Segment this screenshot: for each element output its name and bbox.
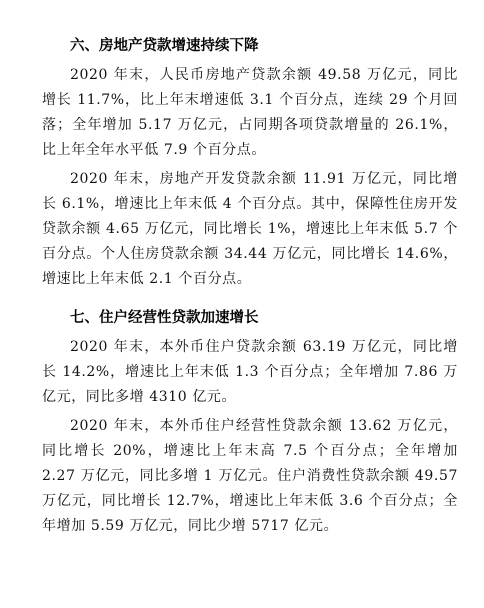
section-heading-real-estate: 六、房地产贷款增速持续下降 <box>70 38 259 54</box>
paragraph-business-loans: 2020 年末，本外币住户经营性贷款余额 13.62 万亿元，同比增长 20%，增速比上年末高 7.5 个百分点；全年增加 2.27 万亿元，同比多增 1 万亿元。住户消费性贷款余额 49.57 万亿元，同比增长 12.7%，增速比上年末低 3.6 个百分点；全年增加 5.59 万亿元，同比少增 5717 亿元。 <box>42 418 458 534</box>
section-spacer <box>42 292 458 306</box>
section-heading-household: 七、住户经营性贷款加速增长 <box>70 310 259 326</box>
paragraph-development-loans: 2020 年末，房地产开发贷款余额 11.91 万亿元，同比增长 6.1%，增速比上年末低 4 个百分点。其中，保障性住房开发贷款余额 4.65 万亿元，同比增长 1%，增速比上年末低 5.7 个百分点。个人住房贷款余额 34.44 万亿元，同比增长 14.6%，增速比上年末低 2.1 个百分点。 <box>42 171 458 287</box>
paragraph-real-estate-loans: 2020 年末，人民币房地产贷款余额 49.58 万亿元，同比增长 11.7%，比上年末增速低 3.1 个百分点，连续 29 个月回落；全年增加 5.17 万亿元，占同期各项贷款增量的 26.1%，比上年全年水平低 7.9 个百分点。 <box>42 67 458 158</box>
paragraph-household-loans: 2020 年末，本外币住户贷款余额 63.19 万亿元，同比增长 14.2%，增速比上年末低 1.3 个百分点；全年增加 7.86 万亿元，同比多增 4310 亿元。 <box>42 339 458 405</box>
